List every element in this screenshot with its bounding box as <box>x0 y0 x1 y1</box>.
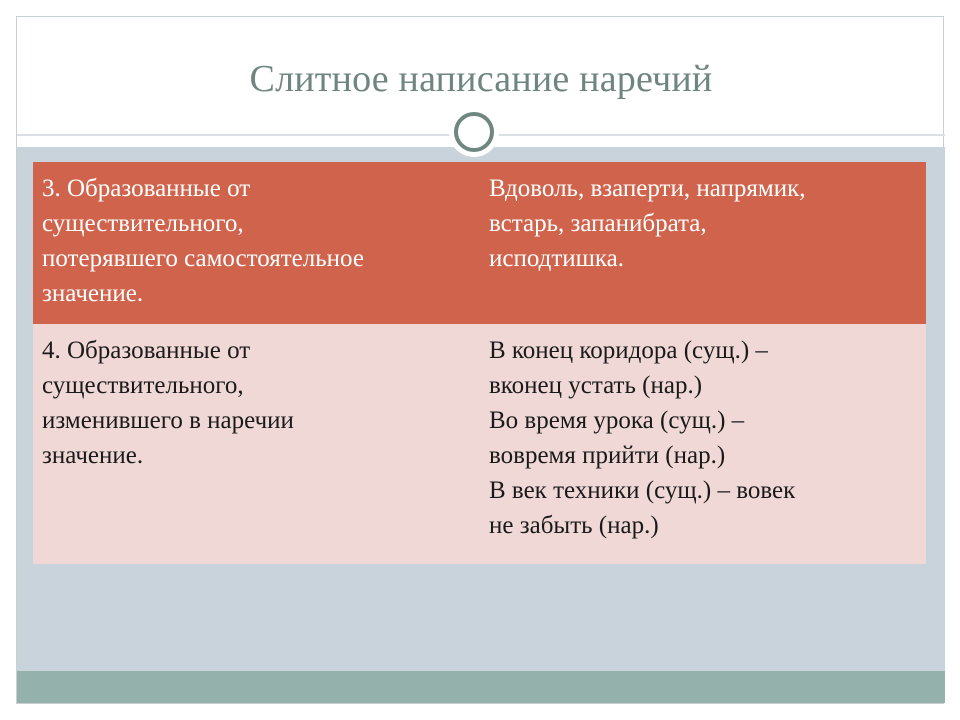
footer-bar <box>17 671 945 703</box>
ring-circle-icon <box>454 112 494 152</box>
cell-line: значение. <box>42 442 144 469</box>
cell-line: вконец устать (нар.) <box>489 372 703 399</box>
cell-line: 4. Образованные от <box>42 337 251 364</box>
cell-line: Во время урока (сущ.) – <box>489 407 745 434</box>
cell-line: В век техники (сущ.) – вовек <box>489 477 796 504</box>
rules-table <box>33 162 926 564</box>
cell-line: потерявшего самостоятельное <box>42 245 364 272</box>
cell-line: не забыть (нар.) <box>489 512 659 539</box>
cell-line: существительного, <box>42 210 244 237</box>
cell-line: изменившего в наречии <box>42 407 294 434</box>
table-cell-examples <box>481 324 926 564</box>
cell-line: встарь, запанибрата, <box>489 210 707 237</box>
cell-line: существительного, <box>42 372 244 399</box>
slide <box>16 16 944 704</box>
table-cell-examples <box>481 162 926 324</box>
cell-line: исподтишка. <box>489 245 625 272</box>
cell-line: Вдоволь, взаперти, напрямик, <box>489 175 806 202</box>
cell-line: значение. <box>42 280 144 307</box>
table-cell-rule <box>33 162 481 324</box>
table-row <box>33 162 926 324</box>
slide-title: Слитное написание наречий <box>249 58 713 100</box>
cell-line: вовремя прийти (нар.) <box>489 442 726 469</box>
table-cell-rule <box>33 324 481 564</box>
table-row <box>33 324 926 564</box>
cell-line: 3. Образованные от <box>42 175 251 202</box>
cell-line: В конец коридора (сущ.) – <box>489 337 768 364</box>
